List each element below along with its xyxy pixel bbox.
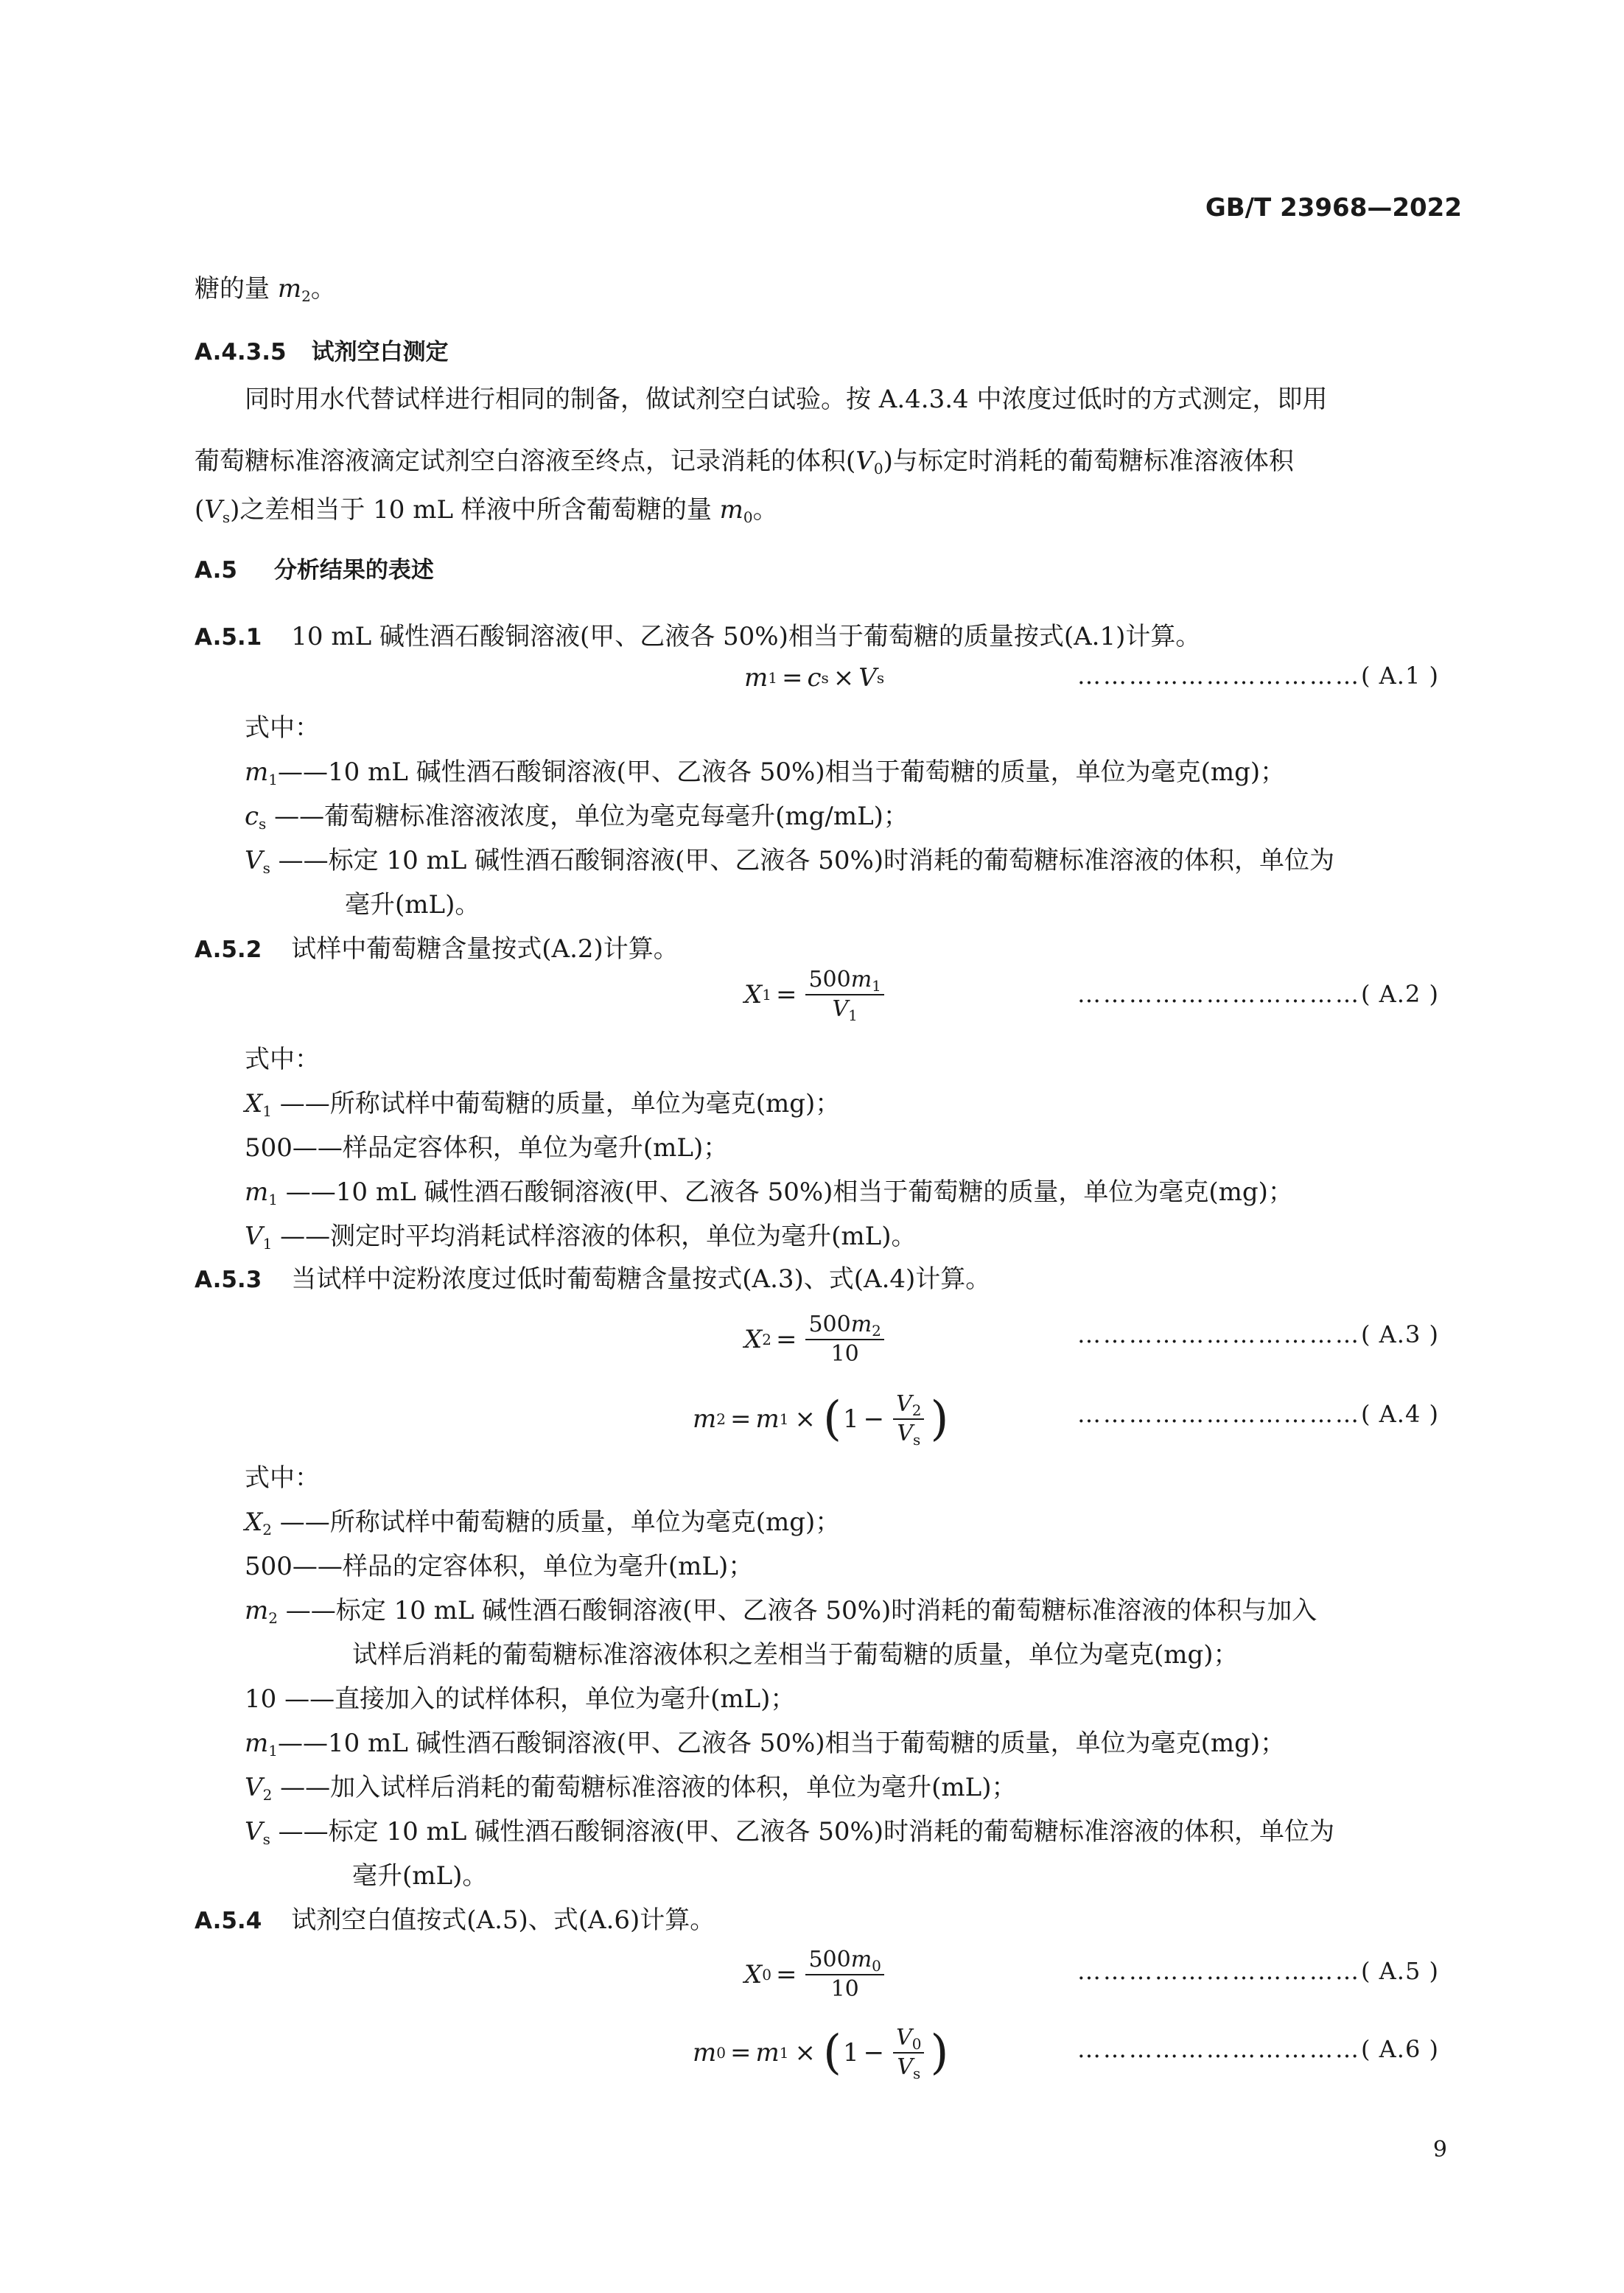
standard-number: GB/T 23968—2022 [1205, 193, 1462, 223]
equation-number-a1: ……………………………( A.1 ) [1077, 662, 1439, 690]
def-a51-vs-cont: 毫升(mL)。 [345, 890, 480, 920]
where-label-a51: 式中： [245, 713, 320, 743]
page-number: 9 [1432, 2137, 1447, 2163]
equation-a4: m 2 = m 1 × ( 1 − $\frac{V_2}{V_s}$ ) [693, 1391, 949, 1449]
def-a51-vs: $V_s$ ——标定 10 mL 碱性酒石酸铜溶液(甲、乙液各 50%)时消耗的葡萄糖标准溶液的体积，单位为 [245, 846, 1335, 877]
def-a52-x1: $X_1$ ——所称试样中葡萄糖的质量，单位为毫克(mg)； [245, 1089, 841, 1120]
fraction-a2: $\frac{500m_1}{V_1}$ [805, 966, 883, 1023]
a51-clause: A.5.1 10 mL 碱性酒石酸铜溶液(甲、乙液各 50%)相当于葡萄糖的质量按式(A.1)计算。 [195, 622, 1201, 651]
equation-a5: X 0 = $\frac{500m_0}{10}$ [744, 1938, 889, 2012]
def-a53-m1: $m_1——10$ mL 碱性酒石酸铜溶液(甲、乙液各 50%)相当于葡萄糖的质量，单位为毫克(mg)； [245, 1729, 1286, 1760]
fraction-a6: $\frac{V_0}{V_s}$ [893, 2024, 924, 2082]
a435-line-3: $(V_s)$之差相当于 10 mL 样液中所含葡萄糖的量 $m_0$。 [195, 495, 778, 526]
a53-clause: A.5.3 当试样中淀粉浓度过低时葡萄糖含量按式(A.3)、式(A.4)计算。 [195, 1264, 991, 1294]
def-a51-cs: $c_s$ ——葡萄糖标准溶液浓度，单位为毫克每毫升(mg/mL)； [245, 802, 909, 833]
def-a52-500: 500——样品定容体积，单位为毫升(mL)； [245, 1133, 729, 1163]
fraction-a4: $\frac{V_2}{V_s}$ [893, 1390, 924, 1448]
equation-number-a6: ……………………………( A.6 ) [1077, 2035, 1439, 2063]
equation-number-a3: ……………………………( A.3 ) [1077, 1320, 1439, 1348]
def-a52-m1: $m_1$ ——10 mL 碱性酒石酸铜溶液(甲、乙液各 50%)相当于葡萄糖的质量，单位为毫克(mg)； [245, 1177, 1293, 1208]
fraction-a5: $\frac{500m_0}{10}$ [805, 1946, 883, 2003]
where-label-a52: 式中： [245, 1045, 320, 1074]
def-a53-500: 500——样品的定容体积，单位为毫升(mL)； [245, 1552, 754, 1581]
def-a53-10: 10 ——直接加入的试样体积，单位为毫升(mL)； [245, 1684, 796, 1714]
def-a53-vs-cont: 毫升(mL)。 [352, 1861, 488, 1891]
continuation-line: 糖的量 $m_2$。 [195, 274, 336, 305]
def-a51-m1: $m_1——10$ mL 碱性酒石酸铜溶液(甲、乙液各 50%)相当于葡萄糖的质量，单位为毫克(mg)； [245, 757, 1286, 788]
def-a53-m2-cont: 试样后消耗的葡萄糖标准溶液体积之差相当于葡萄糖的质量，单位为毫克(mg)； [352, 1640, 1239, 1670]
equation-a1: m 1 = c s × V s [744, 663, 885, 693]
fraction-a3: $\frac{500m_2}{10}$ [805, 1311, 883, 1368]
equation-number-a2: ……………………………( A.2 ) [1077, 980, 1439, 1008]
equation-a3: X 2 = $\frac{500m_2}{10}$ [744, 1303, 889, 1376]
def-a53-m2: $m_2$ ——标定 10 mL 碱性酒石酸铜溶液(甲、乙液各 50%)时消耗的葡萄糖标准溶液的体积与加入 [245, 1596, 1317, 1627]
a52-clause: A.5.2 试样中葡萄糖含量按式(A.2)计算。 [195, 934, 679, 964]
def-a53-x2: $X_2$ ——所称试样中葡萄糖的质量，单位为毫克(mg)； [245, 1508, 841, 1538]
def-a52-v1: $V_1$ ——测定时平均消耗试样溶液的体积，单位为毫升(mL)。 [245, 1222, 917, 1253]
a54-clause: A.5.4 试剂空白值按式(A.5)、式(A.6)计算。 [195, 1905, 715, 1935]
equation-a6: m 0 = m 1 × ( 1 − $\frac{V_0}{V_s}$ ) [693, 2025, 949, 2082]
equation-number-a4: ……………………………( A.4 ) [1077, 1400, 1439, 1428]
def-a53-vs: $V_s$ ——标定 10 mL 碱性酒石酸铜溶液(甲、乙液各 50%)时消耗的葡萄糖标准溶液的体积，单位为 [245, 1817, 1335, 1848]
section-a5-heading: A.5 分析结果的表述 [195, 557, 434, 584]
a435-line-2: 葡萄糖标准溶液滴定试剂空白溶液至终点，记录消耗的体积$(V_0)$与标定时消耗的葡萄糖标准溶液体积 [195, 447, 1294, 477]
def-a53-v2: $V_2$ ——加入试样后消耗的葡萄糖标准溶液的体积，单位为毫升(mL)； [245, 1773, 1017, 1804]
a435-line-1: 同时用水代替试样进行相同的制备，做试剂空白试验。按 A.4.3.4 中浓度过低时的方式测定，即用 [245, 385, 1328, 414]
section-a435-heading: A.4.3.5 试剂空白测定 [195, 339, 449, 365]
equation-number-a5: ……………………………( A.5 ) [1077, 1957, 1439, 1985]
equation-a2: X 1 = $\frac{500m_1}{V_1}$ [744, 958, 889, 1032]
where-label-a53: 式中： [245, 1463, 320, 1493]
